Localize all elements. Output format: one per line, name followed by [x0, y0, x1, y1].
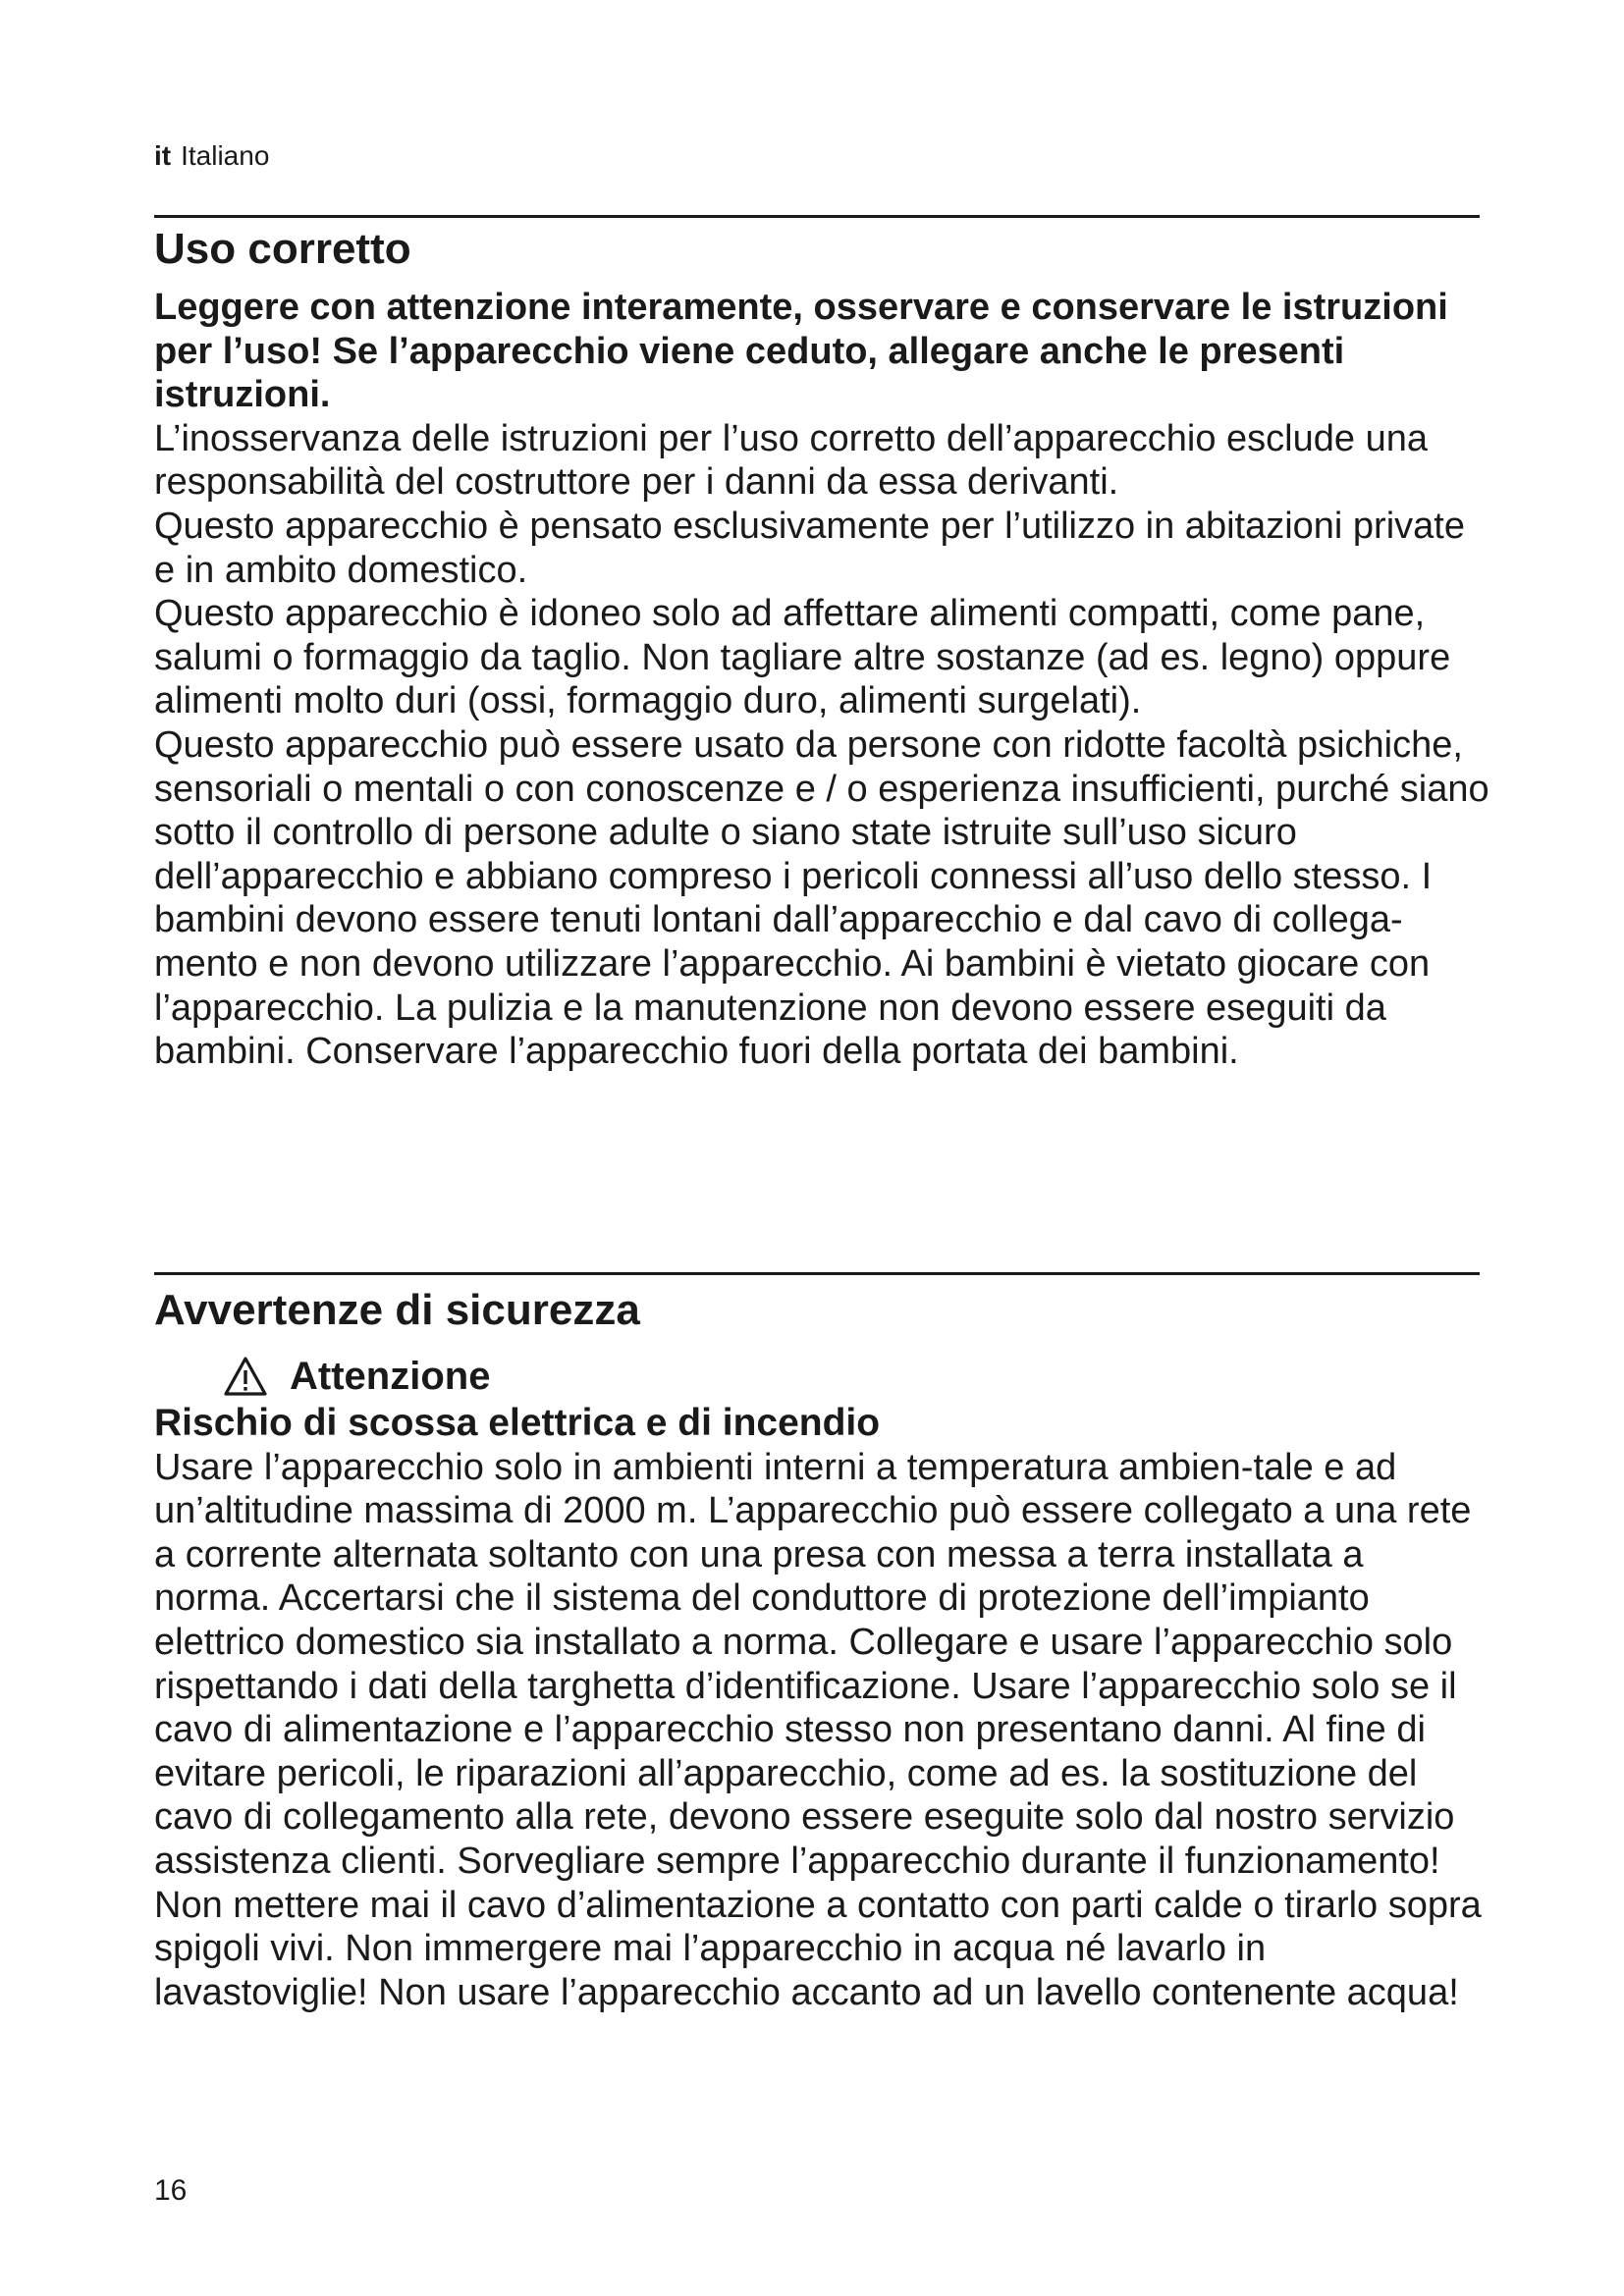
manual-page	[154, 0, 1489, 2296]
page-number: 16	[154, 2174, 188, 2207]
section-body-uso-corretto	[154, 286, 1489, 1074]
warning-label: Attenzione	[290, 1355, 491, 1398]
paragraph: L’inosservanza delle istruzioni per l’uso corretto dell’apparecchio esclude una responsabilità del costruttore per i danni da essa derivanti.	[154, 417, 1428, 504]
section-title-uso-corretto: Uso corretto	[154, 225, 411, 273]
paragraph: Usare l’apparecchio solo in ambienti interni a temperatura ambien-tale e ad un’altitudine massima di 2000 m. L’apparecchio può essere collegato a una rete a corrente alternata soltanto con una presa con messa a terra installata a norma. Accertarsi che il sistema del conduttore di protezione dell’impianto elettrico domestico sia installato a norma. Collegare e usare l’apparecchio solo rispettando i dati della targhetta d’identificazione. Usare l’apparecchio solo se il cavo di alimentazione e l’apparecchio stesso non presentano danni. Al fine di evitare pericoli, le riparazioni all’apparecchio, come ad es. la sostituzione del cavo di collegamento alla rete, devono essere eseguite solo dal nostro servizio assistenza clienti. Sorvegliare sempre l’apparecchio durante il funzionamento!	[154, 1446, 1472, 1882]
risk-title: Rischio di scossa elettrica e di incendio	[154, 1402, 881, 1444]
paragraph: Questo apparecchio è pensato esclusivamente per l’utilizzo in abitazioni private e in ambito domestico.	[154, 505, 1465, 591]
language-name: Italiano	[181, 140, 270, 171]
language-code: it	[154, 140, 172, 171]
section-divider	[154, 1272, 1480, 1275]
language-header	[154, 139, 269, 173]
intro-instruction: Leggere con attenzione interamente, osservare e conservare le istruzioni per l’uso! Se l’apparecchio viene ceduto, allegare anche le presenti istruzioni.	[154, 287, 1448, 416]
warning-heading	[223, 1353, 490, 1400]
section-body-avvertenze	[154, 1402, 1489, 2014]
section-title-avvertenze: Avvertenze di sicurezza	[154, 1286, 640, 1334]
warning-triangle-icon	[223, 1356, 268, 1397]
section-divider	[154, 215, 1480, 218]
paragraph: Questo apparecchio è idoneo solo ad affettare alimenti compatti, come pane, salumi o formaggio da taglio. Non tagliare altre sostanze (ad es. legno) oppure alimenti molto duri (ossi, formaggio duro, alimenti surgelati).	[154, 593, 1451, 722]
paragraph: Non mettere mai il cavo d’alimentazione a contatto con parti calde o tirarlo sopra spigoli vivi. Non immergere mai l’apparecchio in acqua né lavarlo in lavastoviglie! Non usare l’apparecchio accanto ad un lavello contenente acqua!	[154, 1884, 1482, 2013]
paragraph: Questo apparecchio può essere usato da persone con ridotte facoltà psichiche, sensoriali o mentali o con conoscenze e / o esperienza insufficienti, purché siano sotto il controllo di persone adulte o siano state istruite sull’uso sicuro dell’apparecchio e abbiano compreso i pericoli connessi all’uso dello stesso. I bambini devono essere tenuti lontani dall’apparecchio e dal cavo di collega-mento e non devono utilizzare l’apparecchio. Ai bambini è vietato giocare con l’apparecchio. La pulizia e la manutenzione non devono essere eseguiti da bambini. Conservare l’apparecchio fuori della portata dei bambini.	[154, 723, 1489, 1073]
